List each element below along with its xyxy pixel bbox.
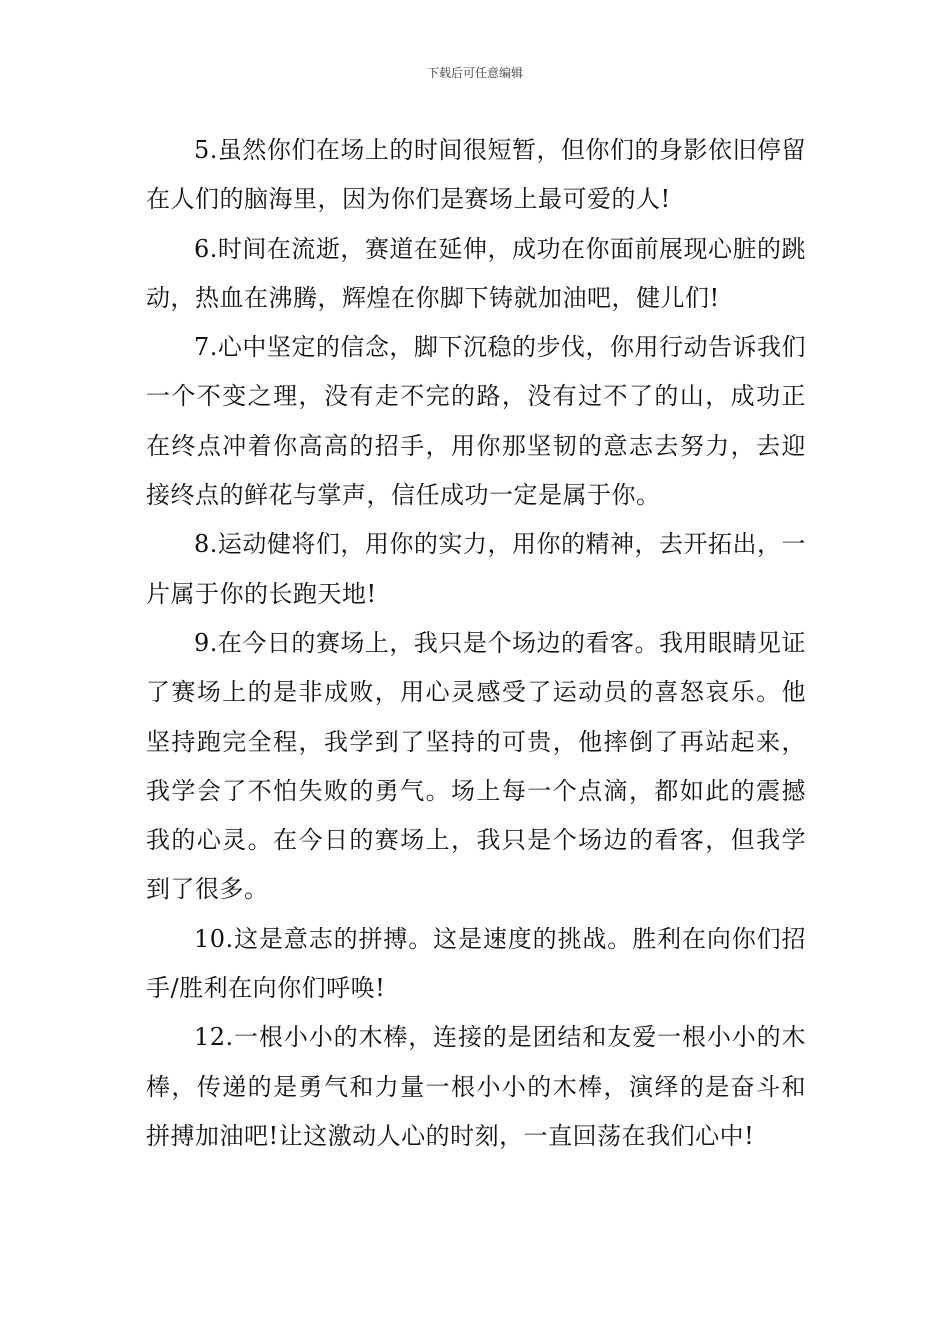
paragraph-12: 12.一根小小的木棒，连接的是团结和友爱一根小小的木棒，传递的是勇气和力量一根小小的木棒，演绎的是奋斗和拼搏加油吧!让这激动人心的时刻，一直回荡在我们心中! — [146, 1023, 806, 1150]
paragraph-8: 8.运动健将们，用你的实力，用你的精神，去开拓出，一片属于你的长跑天地! — [146, 530, 806, 608]
paragraph-5: 5.虽然你们在场上的时间很短暂，但你们的身影依旧停留在人们的脑海里，因为你们是赛场上最可爱的人! — [146, 136, 806, 214]
page-header: 下载后可任意编辑 — [426, 66, 523, 80]
paragraph-9: 9.在今日的赛场上，我只是个场边的看客。我用眼睛见证了赛场上的是非成败，用心灵感受了运动员的喜怒哀乐。他坚持跑完全程，我学到了坚持的可贵，他摔倒了再站起来，我学会了不怕失败的勇气。场上每一个点滴，都如此的震撼我的心灵。在今日的赛场上，我只是个场边的看客，但我学到了很多。 — [146, 628, 806, 904]
paragraph-10: 10.这是意志的拼搏。这是速度的挑战。胜利在向你们招手/胜利在向你们呼唤! — [146, 924, 806, 1003]
document-body — [146, 126, 806, 1161]
paragraph-6: 6.时间在流逝，赛道在延伸，成功在你面前展现心脏的跳动，热血在沸腾，辉煌在你脚下铸就加油吧，健儿们! — [146, 234, 806, 312]
paragraph-7: 7.心中坚定的信念，脚下沉稳的步伐，你用行动告诉我们一个不变之理，没有走不完的路，没有过不了的山，成功正在终点冲着你高高的招手，用你那坚韧的意志去努力，去迎接终点的鲜花与掌声，信任成功一定是属于你。 — [146, 333, 806, 510]
